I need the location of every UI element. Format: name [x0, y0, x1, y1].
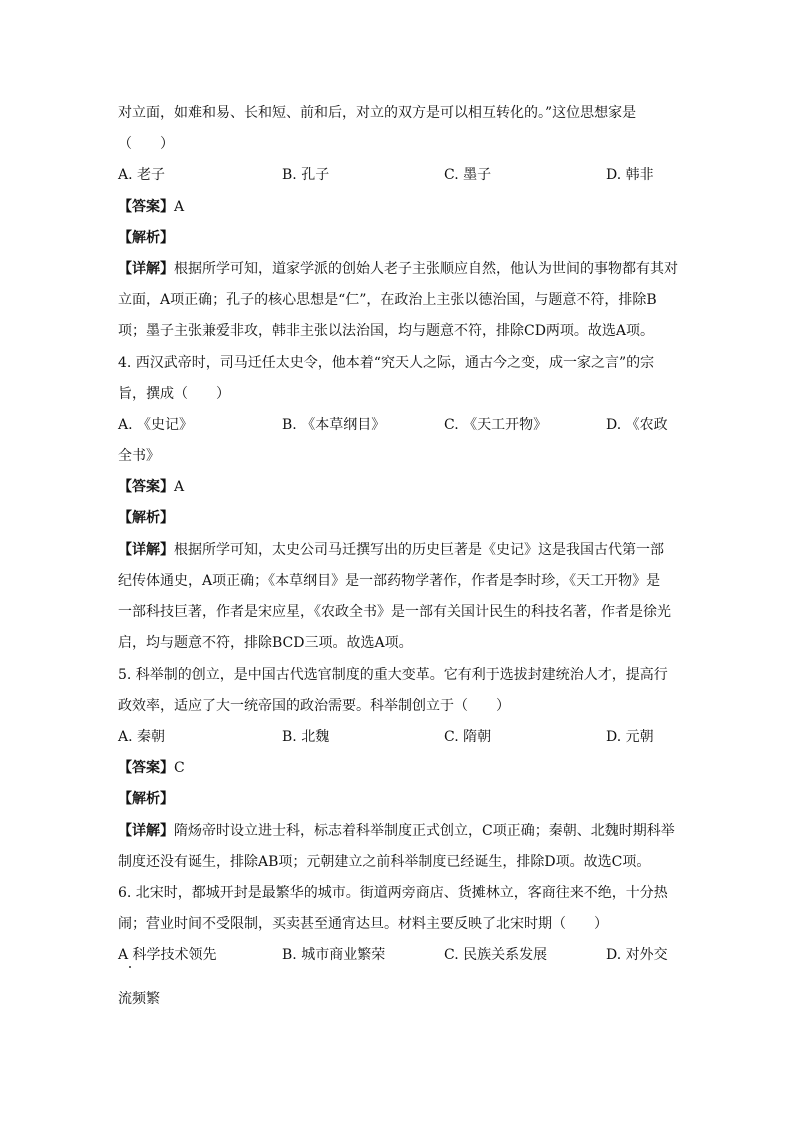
q4-option-a: A. 《史记》 [118, 417, 194, 433]
q5-detail-line-2: 制度还没有诞生，排除AB项；元朝建立之前科举制度已经诞生，排除D项。故选C项。 [118, 854, 651, 870]
q4-answer [118, 478, 184, 496]
q6-option-d-wrap: 流频繁 [118, 991, 160, 1007]
q6-option-d: D. 对外交 [606, 947, 668, 963]
q5-option-c: C. 隋朝 [444, 729, 492, 745]
q6-stem-line-1: 6. 北宋时，都城开封是最繁华的城市。街道两旁商店、货摊林立，客商往来不绝，十分热 [118, 885, 668, 901]
q4-stem-line-2: 旨，撰成（ ） [118, 386, 230, 402]
q4-detail-line-4: 启，均与题意不符，排除BCD三项。故选A项。 [118, 635, 413, 651]
q3-analysis-tag: 【解析】 [118, 230, 174, 246]
q5-option-b: B. 北魏 [282, 729, 330, 745]
q5-analysis-tag: 【解析】 [118, 791, 174, 807]
answer-value: C [174, 760, 185, 776]
detail-text: 根据所学可知，太史公司马迁撰写出的历史巨著是《史记》这是我国古代第一部 [174, 542, 664, 558]
q5-option-a: A. 秦朝 [118, 729, 166, 745]
q5-option-d: D. 元朝 [606, 729, 654, 745]
q3-blank: （ ） [118, 136, 174, 152]
q5-detail-line-1 [118, 822, 675, 840]
q4-detail-line-1 [118, 541, 664, 559]
q4-option-d-wrap: 全书》 [118, 448, 160, 464]
answer-value: A [174, 199, 185, 215]
q6-option-b: B. 城市商业繁荣 [282, 947, 386, 963]
q4-analysis-tag: 【解析】 [118, 510, 174, 526]
q3-answer [118, 198, 184, 216]
detail-tag: 【详解】 [118, 542, 174, 558]
detail-tag: 【详解】 [118, 823, 174, 839]
q5-stem-line-2: 政效率，适应了大一统帝国的政治需要。科举制创立于（ ） [118, 698, 510, 714]
q3-option-a: A. 老子 [118, 167, 166, 183]
q5-stem-line-1: 5. 科举制的创立，是中国古代选官制度的重大变革。它有利于选拔封建统治人才，提高行 [118, 667, 668, 683]
q3-option-b: B. 孔子 [282, 167, 330, 183]
q4-stem-line-1: 4. 西汉武帝时，司马迁任太史令，他本着“究天人之际，通古今之变，成一家之言”的宗 [118, 355, 655, 371]
q6-stem-line-2: 闹；营业时间不受限制，买卖甚至通宵达旦。材料主要反映了北宋时期（ ） [118, 916, 608, 932]
stray-dot [129, 966, 131, 968]
answer-tag: 【答案】 [118, 760, 174, 776]
detail-text: 根据所学可知，道家学派的创始人老子主张顺应自然，他认为世间的事物都有其对 [174, 261, 678, 277]
q4-detail-line-3: 一部科技巨著，作者是宋应星，《农政全书》是一部有关国计民生的科技名著，作者是徐光 [118, 604, 671, 620]
q3-detail-line-1 [118, 260, 678, 278]
answer-tag: 【答案】 [118, 479, 174, 495]
q4-detail-line-2: 纪传体通史，A项正确；《本草纲目》是一部药物学著作，作者是李时珍，《天工开物》是 [118, 573, 661, 589]
q5-answer [118, 759, 185, 777]
q3-detail-line-3: 项；墨子主张兼爱非攻，韩非主张以法治国，均与题意不符，排除CD两项。故选A项。 [118, 323, 655, 339]
q3-option-d: D. 韩非 [606, 167, 654, 183]
q4-option-d: D. 《农政 [606, 417, 668, 433]
detail-tag: 【详解】 [118, 261, 174, 277]
q6-option-a: A 科学技术领先 [118, 947, 217, 963]
q6-option-c: C. 民族关系发展 [444, 947, 548, 963]
answer-tag: 【答案】 [118, 199, 174, 215]
q3-option-c: C. 墨子 [444, 167, 492, 183]
q4-option-b: B. 《本草纲目》 [282, 417, 386, 433]
detail-text: 隋炀帝时设立进士科，标志着科举制度正式创立，C项正确；秦朝、北魏时期科举 [174, 823, 675, 839]
answer-value: A [174, 479, 185, 495]
q3-detail-line-2: 立面，A项正确；孔子的核心思想是“仁”，在政治上主张以德治国，与题意不符，排除B [118, 292, 657, 308]
q3-stem-line: 对立面，如难和易、长和短、前和后，对立的双方是可以相互转化的。”这位思想家是 [118, 105, 637, 121]
q4-option-c: C. 《天工开物》 [444, 417, 548, 433]
